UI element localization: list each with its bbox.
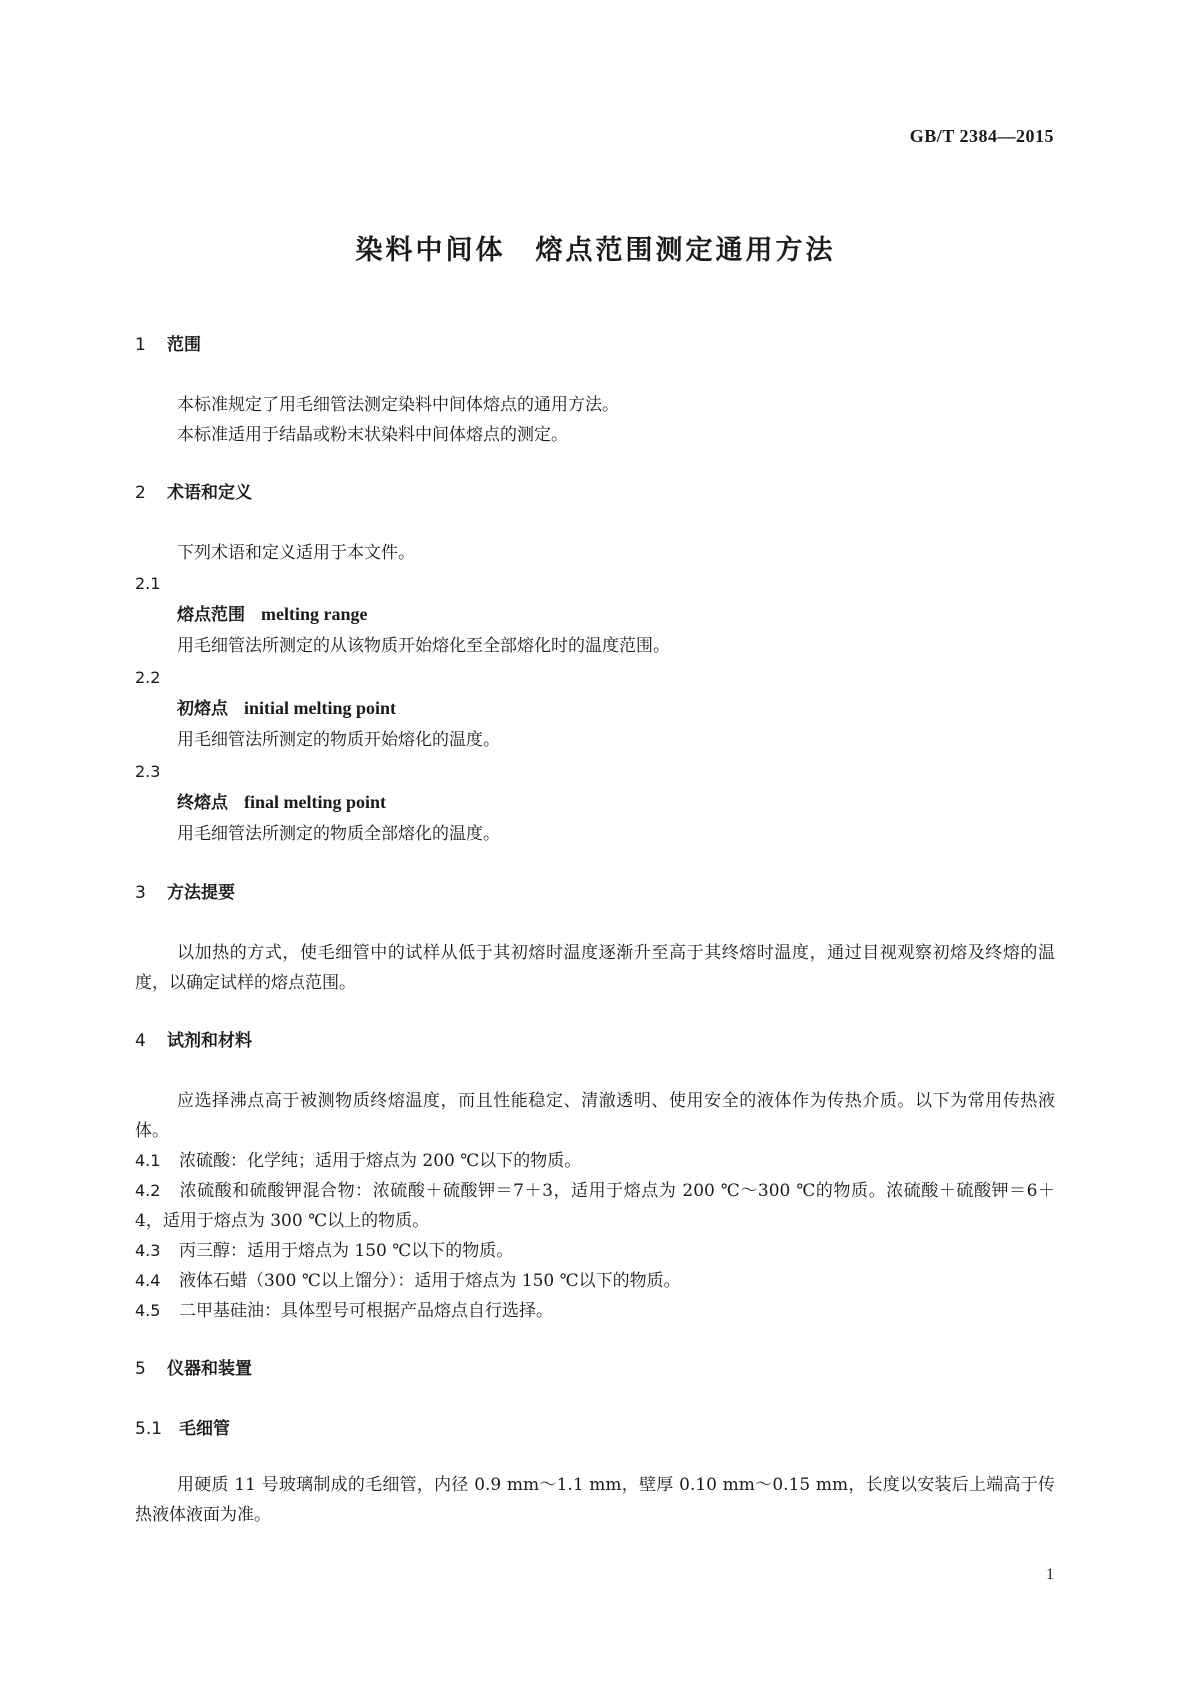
item-number: 4.4 (135, 1271, 161, 1290)
term-definition: 用毛细管法所测定的物质开始熔化的温度。 (177, 730, 500, 750)
paragraph: 以加热的方式，使毛细管中的试样从低于其初熔时温度逐渐升至高于其终熔时温度，通过目视观察初熔及终熔的温度，以确定试样的熔点范围。 (135, 943, 1055, 993)
section-title: 方法提要 (167, 883, 235, 903)
section-number: 4 (135, 1031, 146, 1051)
item-number: 4.3 (135, 1241, 161, 1260)
section-heading (135, 330, 1055, 360)
term-name-zh: 终熔点 (177, 793, 228, 813)
section-method-summary (135, 878, 1055, 998)
section-heading (135, 478, 1055, 508)
term-definition: 用毛细管法所测定的物质全部熔化的温度。 (177, 824, 500, 844)
term-entry (135, 662, 1055, 756)
term-definition: 用毛细管法所测定的从该物质开始熔化至全部熔化时的温度范围。 (177, 636, 670, 656)
section-number: 3 (135, 883, 146, 903)
subsection-heading (135, 1414, 1055, 1444)
item-text: 浓硫酸：化学纯；适用于熔点为 200 ℃以下的物质。 (179, 1151, 582, 1171)
section-number: 1 (135, 335, 146, 355)
item-text: 液体石蜡（300 ℃以上馏分）：适用于熔点为 150 ℃以下的物质。 (179, 1271, 681, 1291)
section-heading (135, 878, 1055, 908)
term-entry (135, 568, 1055, 662)
term-name (135, 693, 1055, 725)
term-number: 2.2 (135, 668, 161, 687)
paragraph: 本标准规定了用毛细管法测定染料中间体熔点的通用方法。 (177, 395, 619, 415)
list-item (135, 1266, 1055, 1296)
paragraph: 本标准适用于结晶或粉末状染料中间体熔点的测定。 (177, 425, 568, 445)
term-name-zh: 初熔点 (177, 699, 228, 719)
document-body (135, 330, 1055, 1530)
item-number: 4.5 (135, 1301, 161, 1320)
list-item (135, 1146, 1055, 1176)
section-title: 术语和定义 (167, 483, 252, 503)
term-name-zh: 熔点范围 (177, 605, 245, 625)
section-heading (135, 1354, 1055, 1384)
section-title: 试剂和材料 (167, 1031, 252, 1051)
section-scope (135, 330, 1055, 450)
list-item (135, 1296, 1055, 1326)
section-apparatus (135, 1354, 1055, 1530)
list-item (135, 1176, 1055, 1236)
standard-code: GB/T 2384—2015 (909, 126, 1054, 146)
term-entry (135, 756, 1055, 850)
section-title: 仪器和装置 (167, 1359, 252, 1379)
item-text: 丙三醇：适用于熔点为 150 ℃以下的物质。 (179, 1241, 514, 1261)
section-heading (135, 1026, 1055, 1056)
section-reagents (135, 1026, 1055, 1326)
paragraph: 用硬质 11 号玻璃制成的毛细管，内径 0.9 mm～1.1 mm，壁厚 0.10 mm～0.15 mm，长度以安装后上端高于传热液体液面为准。 (135, 1475, 1055, 1525)
subsection-number: 5.1 (135, 1419, 163, 1439)
term-number: 2.1 (135, 574, 161, 593)
item-text: 浓硫酸和硫酸钾混合物：浓硫酸＋硫酸钾＝7＋3，适用于熔点为 200 ℃～300 ℃的物质。浓硫酸＋硫酸钾＝6＋4，适用于熔点为 300 ℃以上的物质。 (135, 1181, 1055, 1231)
term-name (135, 787, 1055, 819)
item-text: 二甲基硅油：具体型号可根据产品熔点自行选择。 (179, 1301, 553, 1321)
item-number: 4.1 (135, 1151, 161, 1170)
subsection-title: 毛细管 (179, 1419, 230, 1439)
section-title: 范围 (167, 335, 201, 355)
list-item (135, 1236, 1055, 1266)
paragraph: 下列术语和定义适用于本文件。 (177, 543, 415, 563)
section-number: 2 (135, 483, 146, 503)
document-title: 染料中间体 熔点范围测定通用方法 (355, 235, 836, 266)
term-name-en: initial melting point (244, 698, 397, 718)
paragraph: 应选择沸点高于被测物质终熔温度，而且性能稳定、清澈透明、使用安全的液体作为传热介质。以下为常用传热液体。 (135, 1091, 1055, 1141)
section-number: 5 (135, 1359, 146, 1379)
term-name-en: melting range (261, 604, 368, 624)
page-number: 1 (1046, 1566, 1054, 1583)
term-name-en: final melting point (244, 792, 387, 812)
term-number: 2.3 (135, 762, 161, 781)
term-name (135, 599, 1055, 631)
item-number: 4.2 (135, 1181, 161, 1200)
section-terms (135, 478, 1055, 850)
